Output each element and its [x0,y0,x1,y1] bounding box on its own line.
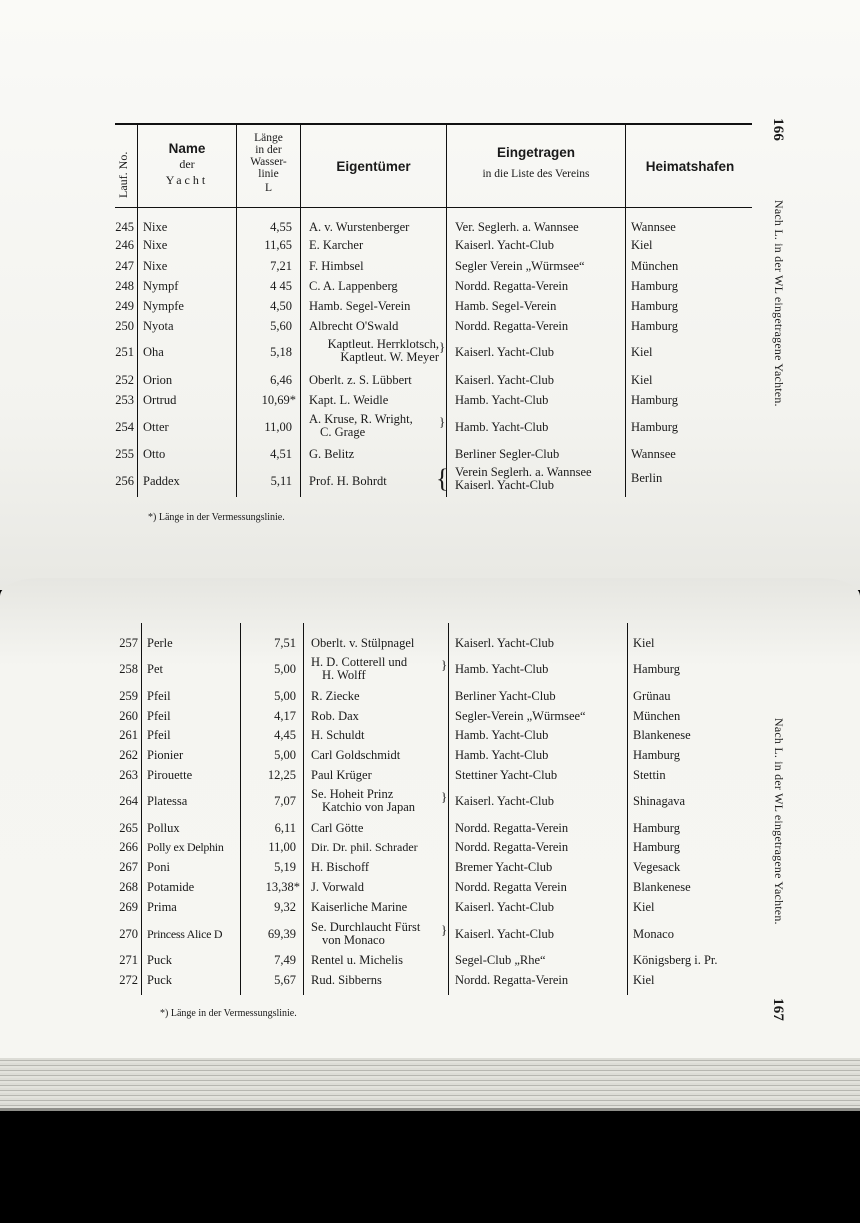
row-owner: A. Kruse, R. Wright, [309,412,413,426]
row-no: 246 [115,238,134,252]
row-name: Paddex [143,474,180,488]
row-no: 256 [115,474,134,488]
row-club: Kaiserl. Yacht-Club [455,238,554,252]
row-club: Kaiserl. Yacht-Club [455,794,554,808]
row-home: Hamburg [631,319,678,333]
row-owner-line2: Katchio von Japan [322,800,416,814]
row-home: Hamburg [633,840,680,854]
header-lauf-no: Lauf. No. [116,151,130,198]
row-name: Nympf [143,279,179,293]
row-no: 255 [115,447,134,461]
row-name: Nyota [143,319,174,333]
row-laenge: 5,19 [274,860,296,874]
row-club: Hamb. Yacht-Club [455,728,549,742]
row-name: Prima [147,900,177,914]
row-club: Nordd. Regatta-Verein [455,319,569,333]
footnote: *) Länge in der Vermessungslinie. [148,512,285,523]
header-eingetragen-line2: in die Liste des Vereins [482,168,590,180]
brace: } [441,789,448,804]
row-no: 257 [119,636,138,650]
row-name: Poni [147,860,170,874]
side-heading: Nach L. in der WL eingetragene Yachten. [772,200,786,407]
row-no: 268 [119,880,138,894]
row-no: 253 [115,393,134,407]
row-club: Segler Verein „Würmsee“ [455,259,585,273]
row-laenge: 5,67 [274,973,296,987]
row-home: Hamburg [633,662,680,676]
row-home: München [633,709,681,723]
row-name: Pirouette [147,768,193,782]
row-name: Orion [143,373,173,387]
row-owner: H. Bischoff [311,860,370,874]
row-laenge: 13,38* [265,880,300,894]
footnote: *) Länge in der Vermessungslinie. [160,1008,297,1019]
row-name: Otto [143,447,166,461]
row-laenge: 4,45 [274,728,296,742]
row-name: Nixe [143,220,168,234]
row-home: Wannsee [631,220,676,234]
row-no: 252 [115,373,134,387]
row-club: Segel-Club „Rhe“ [455,953,546,967]
row-owner: Paul Krüger [311,768,372,782]
row-home: Blankenese [633,880,691,894]
row-club-line2: Kaiserl. Yacht-Club [455,478,554,492]
header-laenge-line2: in der [255,144,282,156]
row-no: 269 [119,900,138,914]
row-home: Blankenese [633,728,691,742]
row-owner: F. Himbsel [309,259,364,273]
row-owner: Dir. Dr. phil. Schrader [311,840,418,854]
row-club: Hamb. Yacht-Club [455,420,549,434]
row-owner: H. D. Cotterell und [311,655,408,669]
header-name-line1: Name [168,141,206,156]
row-club: Hamb. Yacht-Club [455,748,549,762]
row-name: Pionier [147,748,184,762]
header-name-line3: Yacht [165,173,209,187]
row-owner: E. Karcher [309,238,364,252]
row-owner-line2: Kaptleut. W. Meyer [340,350,439,364]
header-eingetragen-line1: Eingetragen [496,145,575,160]
row-no: 249 [115,299,134,313]
row-home: Hamburg [633,821,680,835]
row-laenge: 4,55 [270,220,292,234]
row-club: Kaiserl. Yacht-Club [455,636,554,650]
row-name: Perle [147,636,173,650]
row-no: 263 [119,768,138,782]
row-name: Pfeil [147,709,171,723]
row-home: Hamburg [631,279,678,293]
row-name: Pollux [147,821,180,835]
row-owner: Albrecht O'Swald [309,319,399,333]
row-laenge: 4,17 [274,709,296,723]
row-home: Wannsee [631,447,676,461]
row-name: Pfeil [147,728,171,742]
row-owner: Carl Goldschmidt [311,748,401,762]
row-home: Stettin [633,768,666,782]
row-laenge: 5,18 [270,345,292,359]
row-laenge: 11,65 [264,238,292,252]
row-no: 261 [119,728,138,742]
row-laenge: 5,00 [274,662,296,676]
row-home: Kiel [631,238,653,252]
row-laenge: 10,69* [261,393,296,407]
row-club: Kaiserl. Yacht-Club [455,900,554,914]
row-owner: Rentel u. Michelis [311,953,403,967]
row-owner-line2: H. Wolff [322,668,366,682]
row-club: Segler-Verein „Würmsee“ [455,709,586,723]
row-club: Nordd. Regatta-Verein [455,973,569,987]
row-club: Nordd. Regatta-Verein [455,840,569,854]
row-no: 266 [119,840,138,854]
header-laenge-line3: Wasser- [250,156,287,168]
row-club: Kaiserl. Yacht-Club [455,345,554,359]
row-name: Puck [147,973,172,987]
row-home: Kiel [631,373,653,387]
header-laenge-line5: L [264,182,273,194]
row-home: Kiel [631,345,653,359]
row-no: 247 [115,259,134,273]
row-laenge: 7,21 [270,259,292,273]
row-laenge: 12,25 [267,768,296,782]
row-name: Nympfe [143,299,184,313]
row-no: 262 [119,748,138,762]
row-owner: A. v. Wurstenberger [309,220,410,234]
row-owner: Kapt. L. Weidle [309,393,389,407]
row-no: 250 [115,319,134,333]
page-number: 167 [770,998,786,1022]
row-club: Berliner Yacht-Club [455,689,556,703]
row-laenge: 7,51 [274,636,296,650]
row-owner: G. Belitz [309,447,355,461]
row-owner: Kaptleut. Herrklotsch, [327,337,439,351]
row-no: 272 [119,973,138,987]
row-laenge: 69,39 [267,927,296,941]
row-club: Verein Seglerh. a. Wannsee [455,465,592,479]
row-home: Hamburg [631,299,678,313]
header-laenge-line1: Länge [254,132,283,144]
row-laenge: 5,00 [274,748,296,762]
row-home: München [631,259,679,273]
row-laenge: 4,51 [270,447,292,461]
row-no: 245 [115,220,134,234]
row-name: Polly ex Delphin [147,840,224,854]
row-no: 270 [119,927,138,941]
row-owner: R. Ziecke [311,689,360,703]
row-club: Stettiner Yacht-Club [455,768,558,782]
row-no: 265 [119,821,138,835]
row-owner: Prof. H. Bohrdt [309,474,387,488]
row-home: Shinagava [633,794,686,808]
row-name: Potamide [147,880,195,894]
header-name-line2: der [179,157,195,171]
row-owner: Kaiserliche Marine [311,900,408,914]
row-club: Hamb. Yacht-Club [455,662,549,676]
row-laenge: 4,50 [270,299,292,313]
row-owner: Carl Götte [311,821,364,835]
side-heading: Nach L. in der WL eingetragene Yachten. [772,718,786,925]
brace: } [439,339,446,354]
row-home: Grünau [633,689,671,703]
row-owner: C. A. Lappenberg [309,279,398,293]
row-no: 258 [119,662,138,676]
row-laenge: 5,00 [274,689,296,703]
row-owner: Rud. Sibberns [311,973,382,987]
row-laenge: 7,07 [274,794,296,808]
row-owner: J. Vorwald [311,880,365,894]
row-no: 271 [119,953,138,967]
row-laenge: 6,11 [274,821,296,835]
row-owner: Se. Durchlaucht Fürst [311,920,421,934]
row-name: Oha [143,345,164,359]
row-club: Bremer Yacht-Club [455,860,553,874]
row-club: Nordd. Regatta-Verein [455,279,569,293]
page-number: 166 [770,118,786,142]
row-owner: Rob. Dax [311,709,359,723]
row-club: Berliner Segler-Club [455,447,560,461]
row-owner-line2: C. Grage [320,425,366,439]
row-no: 264 [119,794,138,808]
row-no: 260 [119,709,138,723]
row-home: Königsberg i. Pr. [633,953,718,967]
row-laenge: 4 45 [270,279,292,293]
row-name: Princess Alice D [147,927,223,941]
row-name: Platessa [147,794,188,808]
row-club: Nordd. Regatta-Verein [455,821,569,835]
row-club: Kaiserl. Yacht-Club [455,927,554,941]
row-home: Berlin [631,471,663,485]
row-no: 248 [115,279,134,293]
brace: } [441,922,448,937]
row-laenge: 6,46 [270,373,292,387]
row-no: 254 [115,420,134,434]
row-laenge: 5,11 [270,474,292,488]
row-laenge: 9,32 [274,900,296,914]
row-club: Ver. Seglerh. a. Wannsee [455,220,579,234]
row-owner: Se. Hoheit Prinz [311,787,394,801]
brace: } [441,657,448,672]
row-club: Kaiserl. Yacht-Club [455,373,554,387]
row-no: 267 [119,860,138,874]
row-name: Otter [143,420,169,434]
row-club: Hamb. Segel-Verein [455,299,557,313]
row-home: Hamburg [631,393,678,407]
row-club: Hamb. Yacht-Club [455,393,549,407]
row-laenge: 11,00 [268,840,296,854]
row-home: Hamburg [631,420,678,434]
row-owner: Oberlt. v. Stülpnagel [311,636,415,650]
row-home: Kiel [633,900,655,914]
header-heimatshafen: Heimatshafen [645,159,735,174]
row-home: Kiel [633,636,655,650]
row-no: 259 [119,689,138,703]
row-no: 251 [115,345,134,359]
row-home: Hamburg [633,748,680,762]
header-eigentuemer: Eigentümer [336,159,411,174]
row-owner: H. Schuldt [311,728,365,742]
row-home: Kiel [633,973,655,987]
brace: } [439,414,446,429]
row-owner-line2: von Monaco [322,933,385,947]
row-name: Puck [147,953,172,967]
row-laenge: 5,60 [270,319,292,333]
row-owner: Hamb. Segel-Verein [309,299,411,313]
row-laenge: 7,49 [274,953,296,967]
row-name: Ortrud [143,393,177,407]
brace: { [436,464,449,493]
row-owner: Oberlt. z. S. Lübbert [309,373,412,387]
row-home: Monaco [633,927,674,941]
book-fore-edge [0,1058,860,1111]
row-club: Nordd. Regatta Verein [455,880,567,894]
row-laenge: 11,00 [264,420,292,434]
row-name: Pet [147,662,163,676]
row-name: Nixe [143,259,168,273]
row-home: Vegesack [633,860,681,874]
header-laenge-line4: linie [258,168,279,180]
row-name: Pfeil [147,689,171,703]
row-name: Nixe [143,238,168,252]
